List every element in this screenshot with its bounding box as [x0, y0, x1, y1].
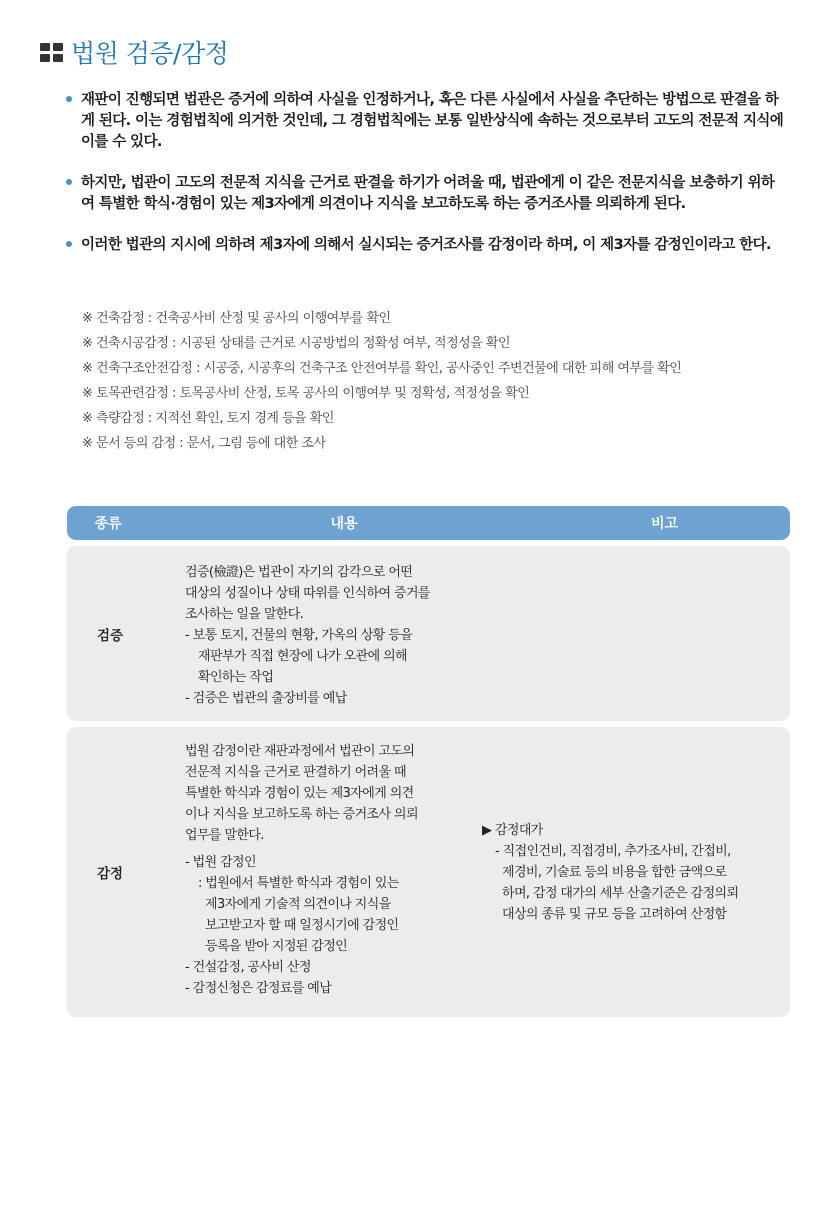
note-line: ▶ 감정대가: [482, 822, 543, 838]
bullet-text: 재판이 진행되면 법관은 증거에 의하여 사실을 인정하거나, 혹은 다른 사실에서 사실을 추단하는 방법으로 판결을 하게 된다. 이는 경험법칙에 의거한 것인데, 그 경험법칙에는 보통 일반상식에 속하는 것으로부터 고도의 전문적 지식에 이를 수 있다.: [81, 92, 784, 150]
content-line: 보고받고자 할 때 일정시기에 감정인: [205, 918, 399, 933]
content-line: 확인하는 작업: [198, 670, 274, 685]
note-item: ※ 토목관련감정 : 토목공사비 산정, 토목 공사의 이행여부 및 정확성, 적정성을 확인: [82, 386, 530, 401]
content-line: 조사하는 일을 말한다.: [185, 607, 304, 622]
content-line: 대상의 성질이나 상태 따위를 인식하여 증거를: [185, 586, 430, 601]
content-line: - 검증은 법관의 출장비를 예납: [185, 691, 347, 706]
grid-icon: [40, 43, 63, 62]
page-title: 법원 검증/감정: [71, 39, 229, 68]
note-line: - 직접인건비, 직접경비, 추가조사비, 간접비,: [495, 843, 731, 859]
content-line: 법원 감정이란 재판과정에서 법관이 고도의: [185, 744, 415, 759]
note-item: ※ 건축감정 : 건축공사비 산정 및 공사의 이행여부를 확인: [82, 311, 391, 326]
row-type: 감정: [97, 866, 124, 882]
content-line: - 보통 토지, 건물의 현황, 가옥의 상황 등을: [185, 628, 413, 643]
content-line: 업무를 말한다.: [185, 828, 264, 843]
bullet-dot-icon: [66, 96, 72, 102]
note-item: ※ 건축구조안전감정 : 시공중, 시공후의 건축구조 안전여부를 확인, 공사중인 주변건물에 대한 피해 여부를 확인: [82, 361, 682, 376]
content-line: 재판부가 직접 현장에 나가 오관에 의해: [198, 649, 407, 664]
content-line: 전문적 지식을 근거로 판결하기 어려울 때: [185, 765, 406, 780]
content-line: - 건설감정, 공사비 산정: [185, 960, 311, 975]
note-item: ※ 측량감정 : 지적선 확인, 토지 경계 등을 확인: [82, 411, 334, 426]
bullet-item: [66, 90, 786, 153]
page-title-block: [40, 34, 228, 70]
bullet-item: [66, 173, 786, 215]
content-line: 제3자에게 기술적 의견이나 지식을: [205, 897, 391, 912]
content-line: 등록을 받아 지정된 감정인: [205, 939, 348, 954]
table-row-appraisal: [67, 727, 790, 1017]
header-note: 비고: [650, 516, 679, 532]
row-note: [478, 546, 790, 721]
note-item: ※ 문서 등의 감정 : 문서, 그림 등에 대한 조사: [82, 436, 326, 451]
note-line: 제경비, 기술료 등의 비용을 합한 금액으로: [502, 864, 727, 880]
row-type: 검증: [97, 627, 124, 644]
note-line: 하며, 감정 대가의 세부 산출기준은 감정의뢰: [502, 885, 739, 901]
bullet-list: [66, 90, 786, 276]
row-content: [185, 546, 478, 721]
note-list: [82, 306, 802, 456]
row-content: [185, 727, 478, 1017]
bullet-item: [66, 235, 786, 256]
content-line: 검증(檢證)은 법관이 자기의 감각으로 어떤: [185, 565, 413, 580]
content-line: 특별한 학식과 경험이 있는 제3자에게 의견: [185, 786, 414, 801]
bullet-text: 하지만, 법관이 고도의 전문적 지식을 근거로 판결을 하기가 어려울 때, 법관에게 이 같은 전문지식을 보충하기 위하여 특별한 학식·경험이 있는 제3자에게 의견이나 지식을 보고하도록 하는 증거조사를 의뢰하게 된다.: [81, 175, 775, 212]
content-line: - 법원 감정인: [185, 855, 256, 870]
bullet-text: 이러한 법관의 지시에 의하려 제3자에 의해서 실시되는 증거조사를 감정이라 하며, 이 제3자를 감정인이라고 한다.: [81, 237, 771, 253]
header-type: 종류: [94, 516, 122, 532]
content-line: - 감정신청은 감정료를 예납: [185, 981, 332, 996]
header-content: 내용: [330, 516, 358, 532]
table-header: [67, 506, 790, 540]
content-line: : 법원에서 특별한 학식과 경험이 있는: [198, 876, 399, 891]
bullet-dot-icon: [66, 179, 72, 185]
note-item: ※ 건축시공감정 : 시공된 상태를 근거로 시공방법의 정확성 여부, 적정성을 확인: [82, 336, 511, 351]
note-line: 대상의 종류 및 규모 등을 고려하여 산정함: [502, 906, 727, 922]
content-line: 이나 지식을 보고하도록 하는 증거조사 의뢰: [185, 807, 418, 822]
comparison-table: [67, 506, 790, 1017]
bullet-dot-icon: [66, 241, 72, 247]
table-row-inspection: [67, 546, 790, 721]
row-note: [478, 727, 790, 1017]
